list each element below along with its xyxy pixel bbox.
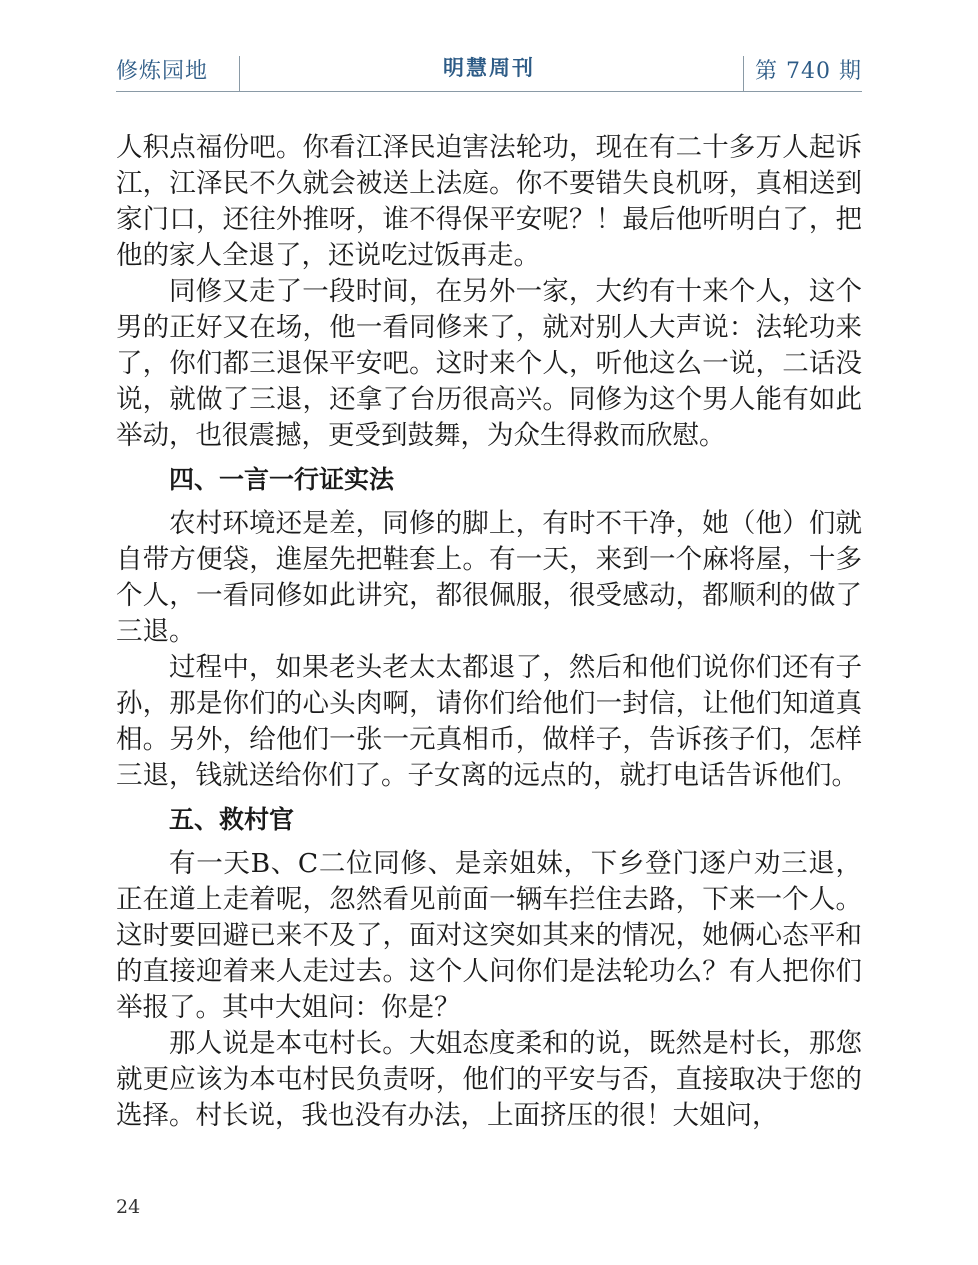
page-number: 24	[116, 1196, 141, 1218]
paragraph: 有一天B、C二位同修、是亲姐妹，下乡登门逐户劝三退，正在道上走着呢，忽然看见前面一辆车拦住去路，下来一个人。这时要回避已来不及了，面对这突如其来的情况，她俩心态平和的直接迎着来人走过去。这个人问你们是法轮功么？有人把你们举报了。其中大姐问：你是？	[116, 848, 862, 1023]
page-header	[116, 52, 862, 92]
paragraph: 那人说是本屯村长。大姐态度柔和的说，既然是村长，那您就更应该为本屯村民负责呀，他们的平安与否，直接取决于您的选择。村长说，我也没有办法，上面挤压的很！大姐问，	[116, 1028, 862, 1131]
article-body	[116, 130, 862, 1134]
issue-number: 第 740 期	[755, 59, 862, 84]
section-heading: 五、救村官	[169, 805, 295, 834]
paragraph: 人积点福份吧。你看江泽民迫害法轮功，现在有二十多万人起诉江，江泽民不久就会被送上法庭。你不要错失良机呀，真相送到家门口，还往外推呀，谁不得保平安呢？！最后他听明白了，把他的家人全退了，还说吃过饭再走。	[116, 132, 862, 271]
section-title: 修炼园地	[116, 59, 209, 84]
paragraph: 农村环境还是差，同修的脚上，有时不干净，她（他）们就自带方便袋，進屋先把鞋套上。有一天，来到一个麻将屋，十多个人，一看同修如此讲究，都很佩服，很受感动，都顺利的做了三退。	[116, 508, 862, 647]
publication-title: 明慧周刊	[443, 56, 535, 80]
header-rule	[116, 91, 862, 92]
section-heading: 四、一言一行证实法	[169, 465, 395, 494]
header-divider-right	[743, 56, 744, 91]
paragraph: 同修又走了一段时间，在另外一家，大约有十来个人，这个男的正好又在场，他一看同修来了，就对别人大声说：法轮功来了，你们都三退保平安吧。这时来个人，听他这么一说，二话没说，就做了三退，还拿了台历很高兴。同修为这个男人能有如此举动，也很震撼，更受到鼓舞，为众生得救而欣慰。	[116, 276, 862, 451]
paragraph: 过程中，如果老头老太太都退了，然后和他们说你们还有子孙，那是你们的心头肉啊，请你们给他们一封信，让他们知道真相。另外，给他们一张一元真相币，做样子，告诉孩子们，怎样三退，钱就送给你们了。子女离的远点的，就打电话告诉他们。	[116, 652, 862, 791]
